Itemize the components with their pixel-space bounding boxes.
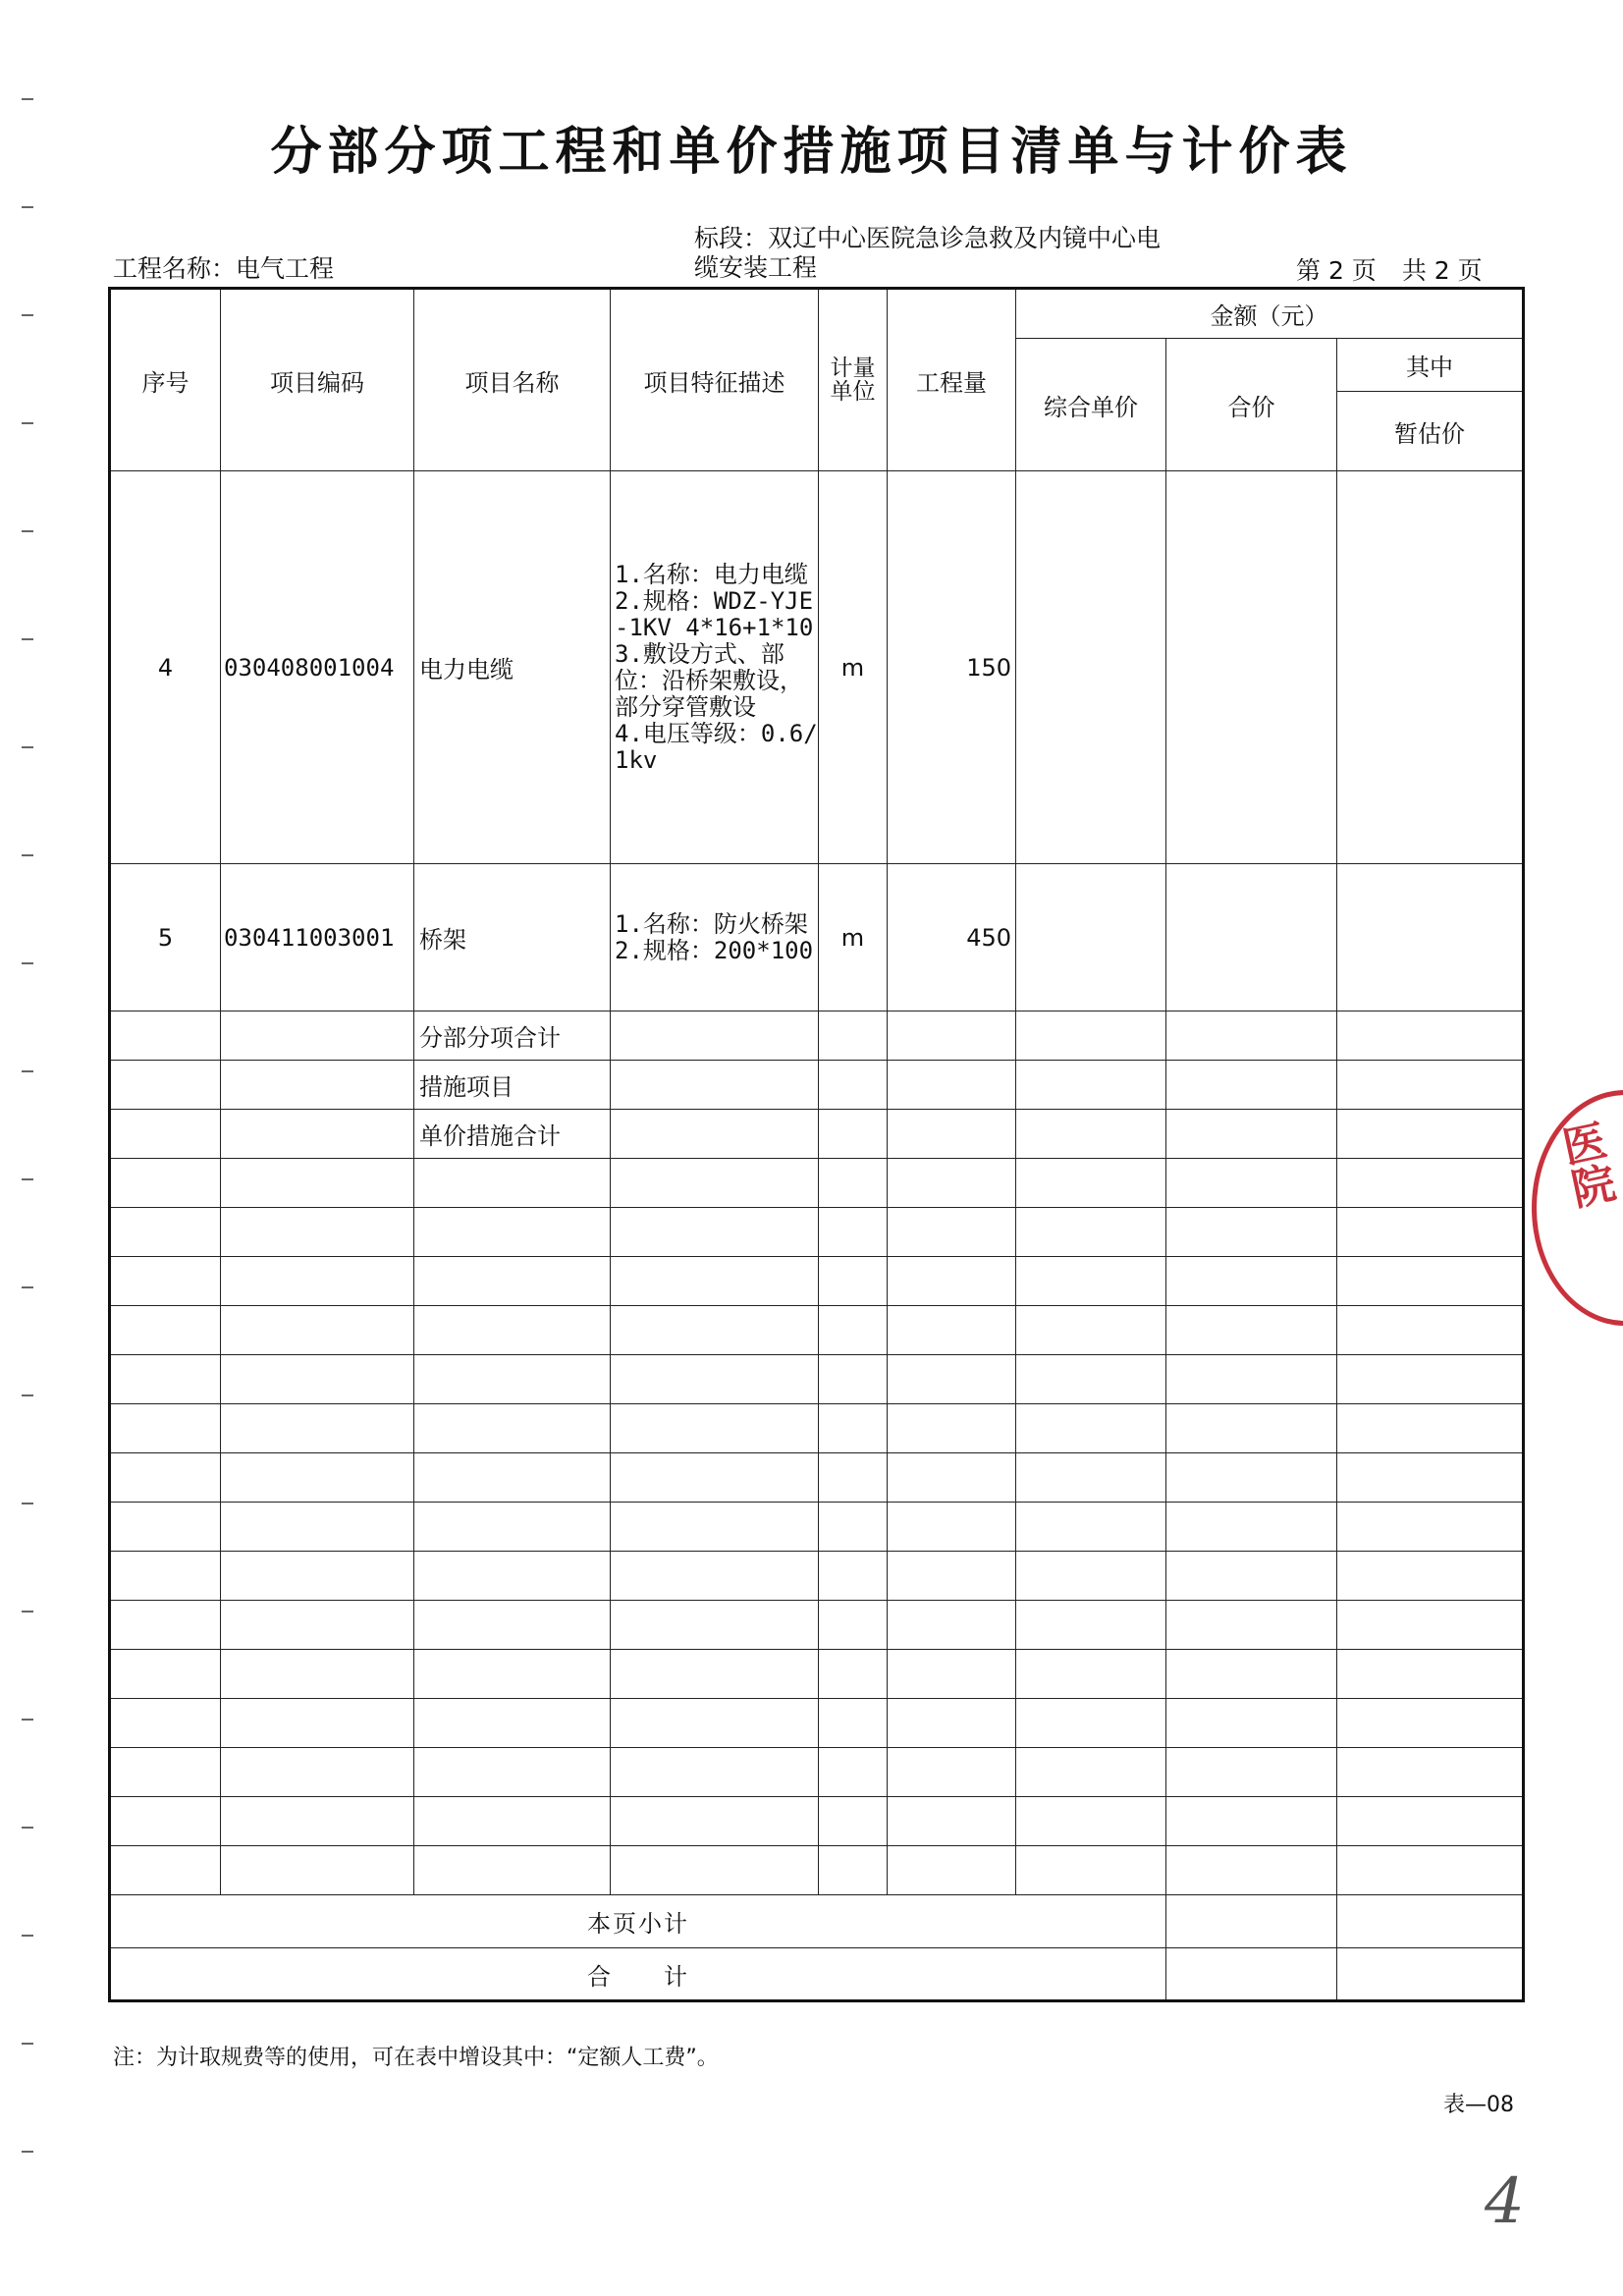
empty-row [110,1503,1524,1552]
empty-row [110,1159,1524,1208]
handwritten-page-number: 4 [1485,2165,1525,2238]
row-seq: 4 [110,471,221,864]
table-row [110,471,1524,864]
pricing-table [108,287,1525,2002]
section-label: 标段：双辽中心医院急诊急救及内镜中心电缆安装工程 [694,224,1162,282]
empty-row [110,1208,1524,1257]
header-of-which: 其中 [1337,339,1524,392]
row-total-price [1166,864,1337,1011]
row-unit-price [1016,864,1166,1011]
summary-row [110,1011,1524,1061]
header-unit-price: 综合单价 [1016,339,1166,471]
header-quantity: 工程量 [888,289,1016,471]
page-number [1296,251,1483,287]
empty-row [110,1257,1524,1306]
binding-margin-marks [22,98,35,2210]
header-name: 项目名称 [414,289,611,471]
empty-row [110,1846,1524,1895]
header-description: 项目特征描述 [611,289,819,471]
page-current: 第 2 页 [1296,256,1377,285]
row-description: 1.名称：防火桥架 2.规格：200*100 [611,864,819,1011]
row-quantity: 150 [888,471,1016,864]
total-row [110,1948,1524,2001]
empty-row [110,1601,1524,1650]
empty-row [110,1306,1524,1355]
header-code: 项目编码 [221,289,414,471]
empty-row [110,1650,1524,1699]
header-seq: 序号 [110,289,221,471]
row-code: 030411003001 [221,864,414,1011]
empty-row [110,1355,1524,1404]
row-description: 1.名称：电力电缆 2.规格：WDZ-YJE-1KV 4*16+1*10 3.敷设方式、部位：沿桥架敷设，部分穿管敷设 4.电压等级：0.6/1kv [611,471,819,864]
table-row [110,864,1524,1011]
summary-row [110,1061,1524,1110]
empty-row [110,1552,1524,1601]
row-provisional [1337,471,1524,864]
project-name: 工程名称：电气工程 [113,254,335,283]
header-unit: 计量单位 [819,289,888,471]
summary-label: 单价措施合计 [414,1110,611,1159]
row-name: 桥架 [414,864,611,1011]
header-provisional: 暂估价 [1337,392,1524,471]
page-title: 分部分项工程和单价措施项目清单与计价表 [270,122,1353,182]
form-id: 表—08 [1443,2093,1514,2117]
subtotal-label: 本页小计 [110,1895,1166,1948]
row-unit-price [1016,471,1166,864]
row-code: 030408001004 [221,471,414,864]
row-total-price [1166,471,1337,864]
summary-label: 分部分项合计 [414,1011,611,1061]
stamp-text: 医院 [1550,1117,1618,1213]
row-provisional [1337,864,1524,1011]
total-label: 合 计 [110,1948,1166,2001]
summary-label: 措施项目 [414,1061,611,1110]
row-unit: m [819,471,888,864]
empty-row [110,1748,1524,1797]
row-quantity: 450 [888,864,1016,1011]
row-name: 电力电缆 [414,471,611,864]
empty-row [110,1453,1524,1503]
header-amount: 金额（元） [1016,289,1524,339]
empty-row [110,1404,1524,1453]
header-total-price: 合价 [1166,339,1337,471]
footnote: 注：为计取规费等的使用，可在表中增设其中：“定额人工费”。 [113,2046,719,2070]
row-unit: m [819,864,888,1011]
row-seq: 5 [110,864,221,1011]
page-total: 共 2 页 [1401,256,1483,285]
subtotal-row [110,1895,1524,1948]
empty-row [110,1699,1524,1748]
empty-row [110,1797,1524,1846]
summary-row [110,1110,1524,1159]
